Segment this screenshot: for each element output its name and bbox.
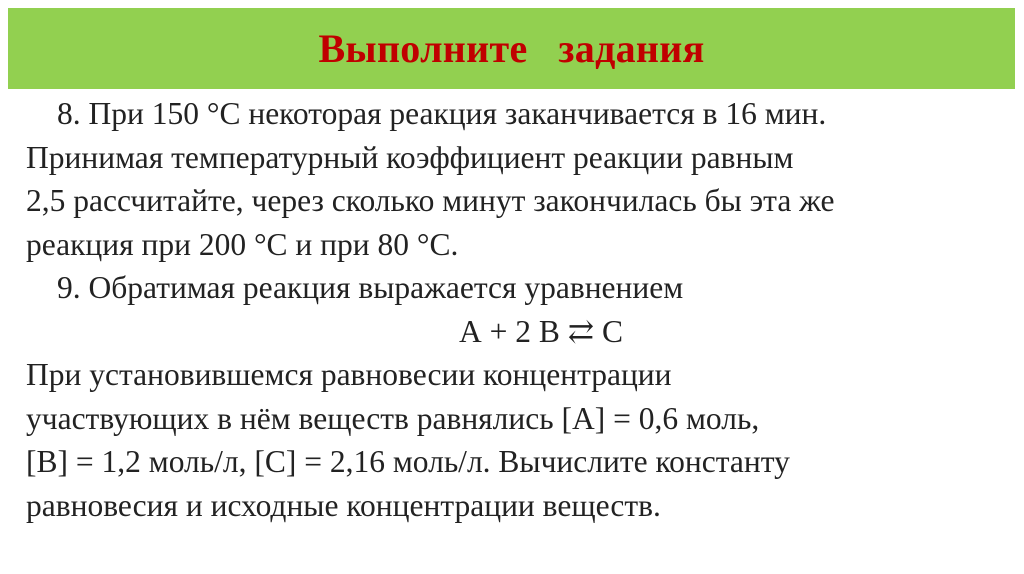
reaction-equation: А + 2 В ⇄ С <box>458 313 624 349</box>
task-9-line-5: равновесия и исходные концентрации веществ. <box>26 487 661 523</box>
task-9-line-2: При установившемся равновесии концентрации <box>26 357 672 392</box>
task-8-line-2: Принимая температурный коэффициент реакции равным <box>26 139 794 175</box>
task-9-line-1: 9. Обратимая реакция выражается уравнением <box>57 270 684 305</box>
task-8-line-3: 2,5 рассчитайте, через сколько минут закончилась бы эта же <box>26 183 835 218</box>
slide-title: Выполните задания <box>318 26 705 71</box>
task-8-line-1: 8. При 150 °С некоторая реакция заканчивается в 16 мин. <box>57 96 827 131</box>
slide-body <box>26 92 1006 527</box>
task-9-line-4: [В] = 1,2 моль/л, [С] = 2,16 моль/л. Вычислите константу <box>26 444 790 479</box>
task-8-line-4: реакция при 200 °С и при 80 °С. <box>26 226 459 262</box>
task-9-line-3: участвующих в нём веществ равнялись [А] = 0,6 моль, <box>26 400 760 436</box>
header-bar <box>8 8 1015 89</box>
